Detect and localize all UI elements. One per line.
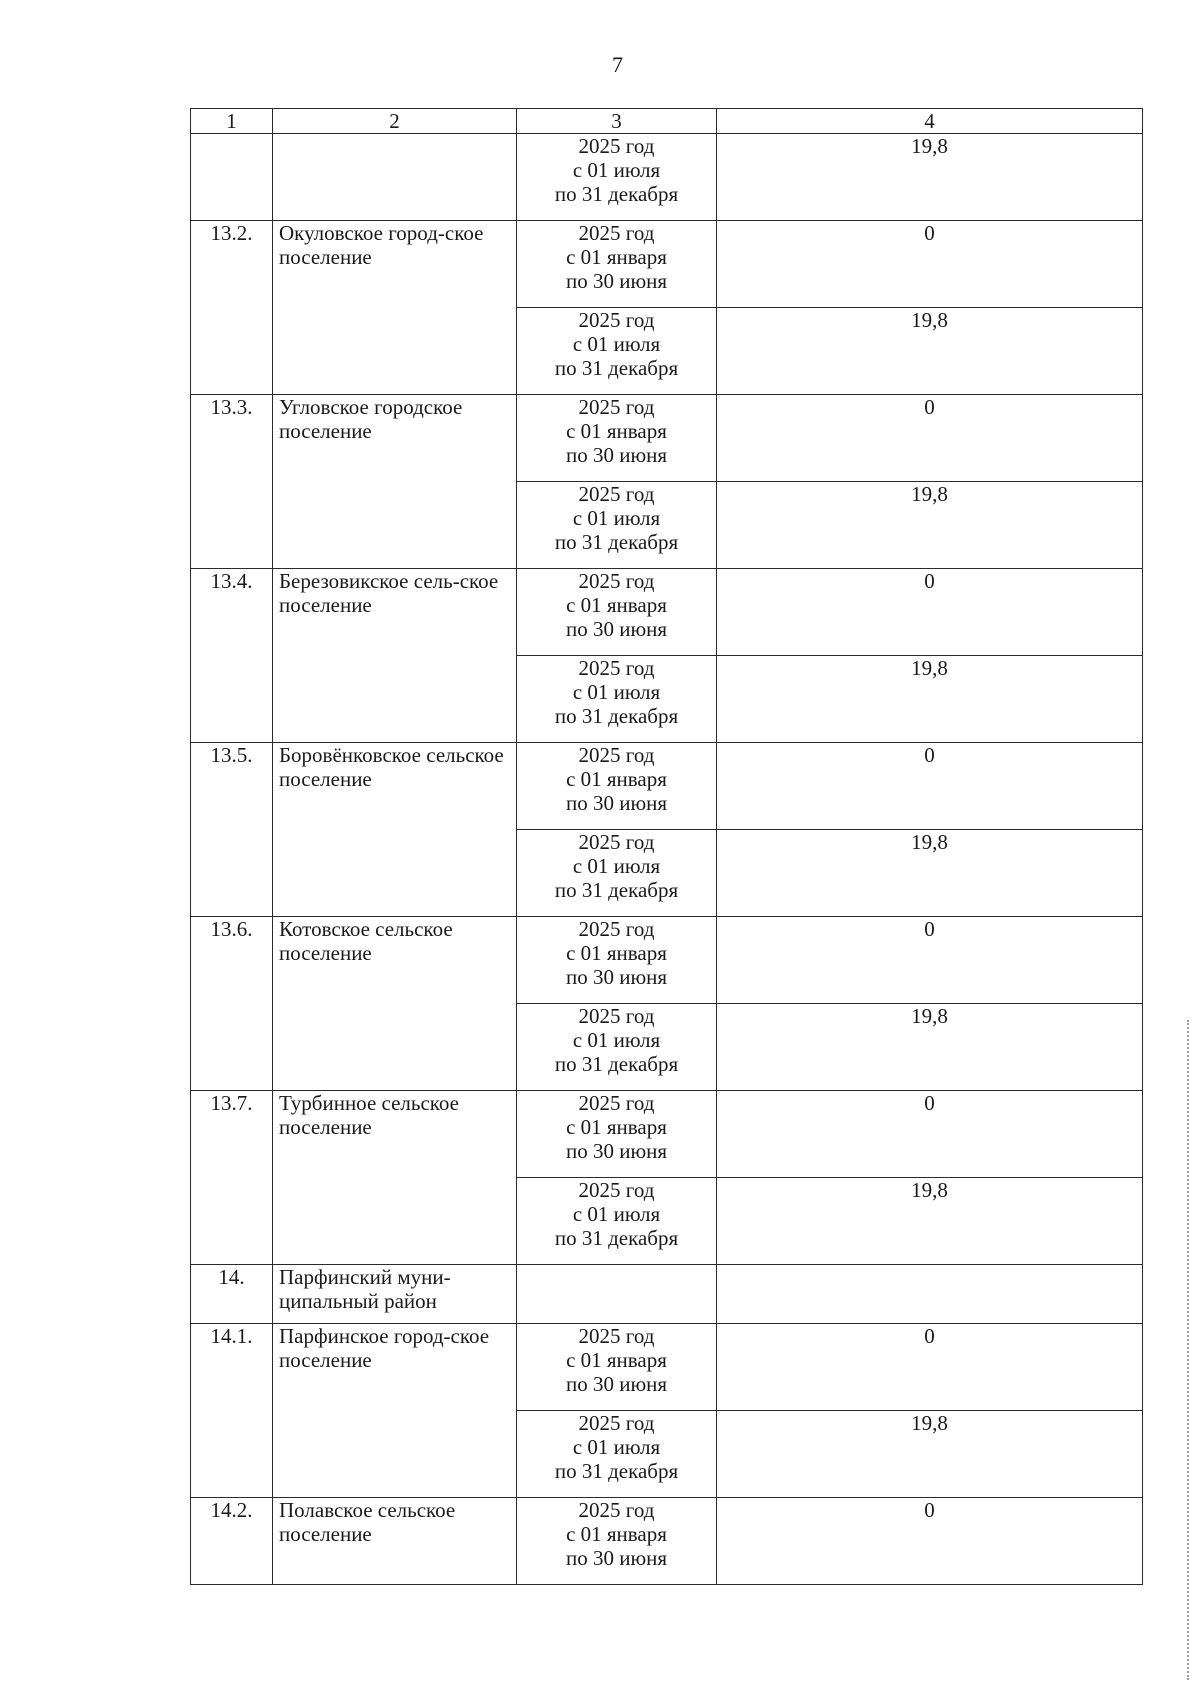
period-line: 2025 год [578, 221, 655, 245]
period-line: 2025 год [578, 656, 655, 680]
rate-value: 19,8 [717, 134, 1143, 221]
rate-value: 0 [717, 1091, 1143, 1178]
rate-value: 0 [717, 1498, 1143, 1585]
municipality-name: Парфинское город-ское поселение [273, 1324, 517, 1498]
rate-value: 0 [717, 221, 1143, 308]
period-line: с 01 июля [572, 1202, 661, 1226]
period-line: с 01 июля [572, 854, 661, 878]
period-line: 2025 год [578, 482, 655, 506]
period-cell [517, 917, 717, 1004]
table-row [191, 743, 1143, 830]
period-line: по 31 декабря [554, 1226, 679, 1250]
period-line: 2025 год [578, 1324, 655, 1348]
rate-value: 0 [717, 743, 1143, 830]
period-line: 2025 год [578, 1004, 655, 1028]
period-line: с 01 июля [572, 158, 661, 182]
period-line: по 30 июня [565, 965, 668, 989]
period-line: с 01 июля [572, 1028, 661, 1052]
scan-edge-line [1187, 1020, 1189, 1680]
period-cell-empty [517, 1265, 717, 1324]
table-row [191, 395, 1143, 482]
period-cell [517, 1178, 717, 1265]
period-line: по 31 декабря [554, 182, 679, 206]
municipality-name: Березовикское сель-ское поселение [273, 569, 517, 743]
period-line: по 31 декабря [554, 356, 679, 380]
table-row [191, 1265, 1143, 1324]
period-cell [517, 134, 717, 221]
row-number: 14.2. [191, 1498, 273, 1585]
period-cell [517, 569, 717, 656]
row-number: 14. [191, 1265, 273, 1324]
rate-value: 19,8 [717, 830, 1143, 917]
rate-value: 0 [717, 917, 1143, 1004]
row-number: 13.6. [191, 917, 273, 1091]
rate-cell-empty [717, 1265, 1143, 1324]
row-number: 13.3. [191, 395, 273, 569]
period-line: по 31 декабря [554, 704, 679, 728]
period-line: по 30 июня [565, 1372, 668, 1396]
period-line: с 01 января [566, 767, 667, 791]
rate-value: 19,8 [717, 1178, 1143, 1265]
period-line: по 30 июня [565, 269, 668, 293]
column-header-2: 2 [273, 109, 517, 134]
period-cell [517, 1498, 717, 1585]
period-line: по 30 июня [565, 1546, 668, 1570]
period-cell [517, 1091, 717, 1178]
rate-value: 0 [717, 395, 1143, 482]
period-line: 2025 год [578, 134, 655, 158]
period-line: 2025 год [578, 830, 655, 854]
period-line: с 01 января [566, 1115, 667, 1139]
period-line: по 31 декабря [554, 530, 679, 554]
column-header-4: 4 [717, 109, 1143, 134]
row-number [191, 134, 273, 221]
period-cell [517, 308, 717, 395]
period-line: с 01 января [566, 1522, 667, 1546]
period-cell [517, 482, 717, 569]
table-row [191, 1498, 1143, 1585]
municipality-name: Парфинский муни-ципальный район [273, 1265, 517, 1324]
rate-value: 0 [717, 569, 1143, 656]
table-row [191, 1091, 1143, 1178]
period-line: 2025 год [578, 1091, 655, 1115]
period-line: по 30 июня [565, 443, 668, 467]
period-line: с 01 января [566, 941, 667, 965]
rate-value: 19,8 [717, 482, 1143, 569]
row-number: 13.7. [191, 1091, 273, 1265]
period-cell [517, 221, 717, 308]
rates-table [190, 108, 1143, 1585]
period-line: 2025 год [578, 308, 655, 332]
municipality-name: Турбинное сельское поселение [273, 1091, 517, 1265]
period-line: 2025 год [578, 917, 655, 941]
period-line: по 31 декабря [554, 1459, 679, 1483]
period-line: по 30 июня [565, 1139, 668, 1163]
period-line: 2025 год [578, 1411, 655, 1435]
municipality-name [273, 134, 517, 221]
rate-value: 0 [717, 1324, 1143, 1411]
table-row [191, 134, 1143, 221]
period-cell [517, 830, 717, 917]
table-row [191, 1324, 1143, 1411]
page-number: 7 [612, 52, 623, 77]
row-number: 13.2. [191, 221, 273, 395]
period-line: 2025 год [578, 1498, 655, 1522]
period-line: по 30 июня [565, 791, 668, 815]
row-number: 13.5. [191, 743, 273, 917]
period-line: с 01 января [566, 593, 667, 617]
row-number: 13.4. [191, 569, 273, 743]
period-line: по 31 декабря [554, 878, 679, 902]
period-line: по 31 декабря [554, 1052, 679, 1076]
table-row [191, 917, 1143, 1004]
period-line: по 30 июня [565, 617, 668, 641]
table-row [191, 221, 1143, 308]
period-line: с 01 января [566, 419, 667, 443]
municipality-name: Окуловское город-ское поселение [273, 221, 517, 395]
table-row [191, 569, 1143, 656]
period-cell [517, 743, 717, 830]
period-cell [517, 656, 717, 743]
municipality-name: Котовское сельское поселение [273, 917, 517, 1091]
period-cell [517, 1324, 717, 1411]
municipality-name: Боровёнковское сельское поселение [273, 743, 517, 917]
period-line: с 01 июля [572, 506, 661, 530]
period-cell [517, 1411, 717, 1498]
period-line: с 01 июля [572, 332, 661, 356]
period-line: с 01 января [566, 1348, 667, 1372]
period-line: с 01 июля [572, 680, 661, 704]
period-line: с 01 января [566, 245, 667, 269]
rate-value: 19,8 [717, 1004, 1143, 1091]
header-row [191, 109, 1143, 134]
period-line: с 01 июля [572, 1435, 661, 1459]
period-line: 2025 год [578, 1178, 655, 1202]
column-header-1: 1 [191, 109, 273, 134]
rate-value: 19,8 [717, 656, 1143, 743]
municipality-name: Полавское сельское поселение [273, 1498, 517, 1585]
period-line: 2025 год [578, 395, 655, 419]
period-cell [517, 1004, 717, 1091]
rate-value: 19,8 [717, 1411, 1143, 1498]
period-line: 2025 год [578, 569, 655, 593]
municipality-name: Угловское городское поселение [273, 395, 517, 569]
rate-value: 19,8 [717, 308, 1143, 395]
period-line: 2025 год [578, 743, 655, 767]
period-cell [517, 395, 717, 482]
row-number: 14.1. [191, 1324, 273, 1498]
column-header-3: 3 [517, 109, 717, 134]
table-body [191, 134, 1143, 1585]
